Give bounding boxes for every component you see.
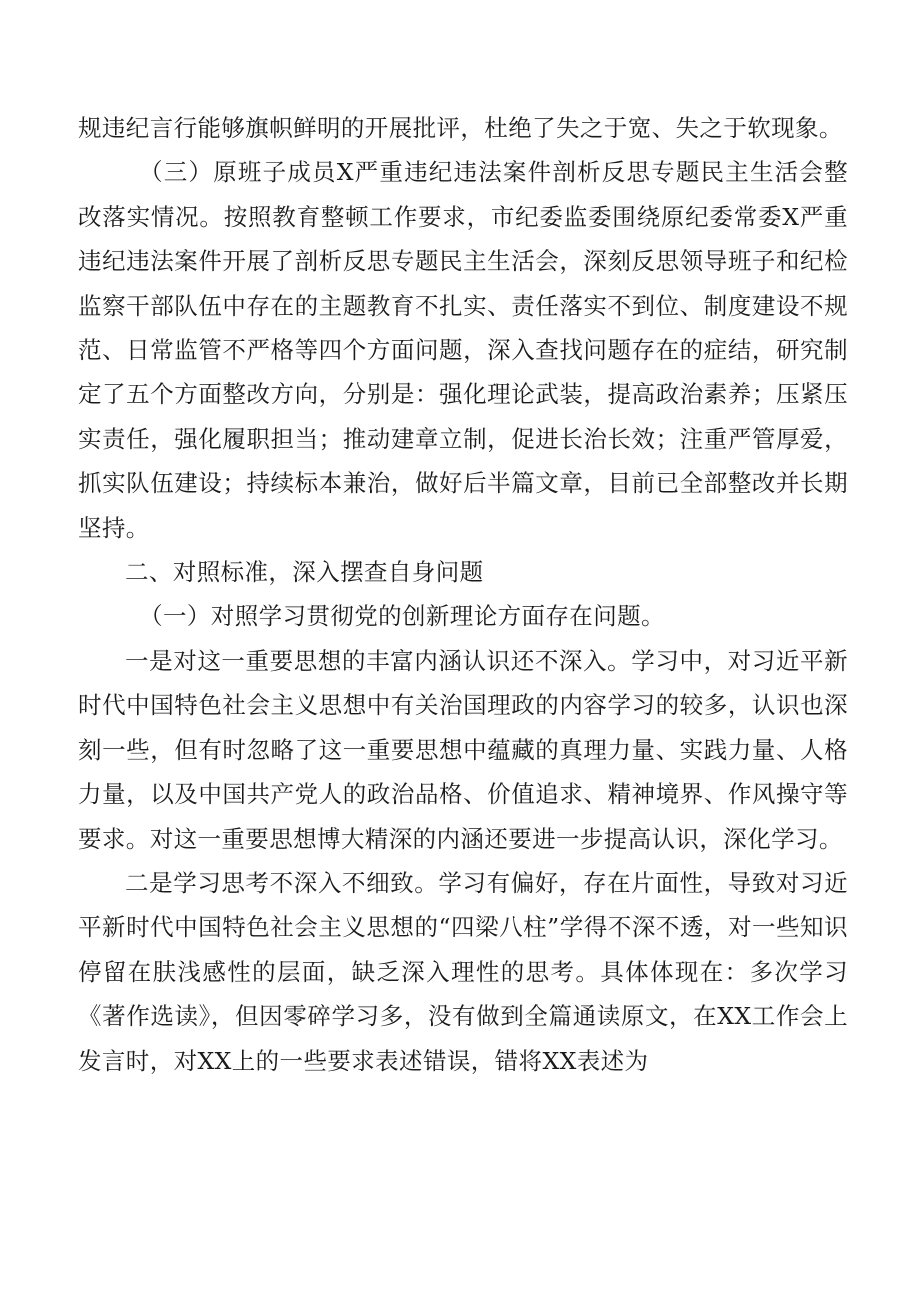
heading-section-two: 二、对照标准，深入摆查自身问题	[125, 558, 484, 587]
paragraph-section-three: （三）原班子成员X严重违纪违法案件剖析反思专题民主生活会整改落实情况。按照教育整顿工作要求，市纪委监委围绕原纪委常委X严重违纪违法案件开展了剖析反思专题民主生活会，深刻反思领导班子和纪检监察干部队伍中存在的主题教育不扎实、责任落实不到位、制度建设不规范、日常监管不严格等四个方面问题，深入查找问题存在的症结，研究制定了五个方面整改方向，分别是：强化理论武装，提高政治素养；压紧压实责任，强化履职担当；推动建章立制，促进长治长效；注重严管厚爱，抓实队伍建设；持续标本兼治，做好后半篇文章，目前已全部整改并长期坚持。	[78, 158, 848, 542]
heading-subsection-one: （一）对照学习贯彻党的创新理论方面存在问题。	[139, 602, 665, 631]
paragraph-continuation: 规违纪言行能够旗帜鲜明的开展批评，杜绝了失之于宽、失之于软现象。	[78, 114, 843, 142]
paragraph-point-one: 一是对这一重要思想的丰富内涵认识还不深入。学习中，对习近平新时代中国特色社会主义思想中有关治国理政的内容学习的较多，认识也深刻一些，但有时忽略了这一重要思想中蕴藏的真理力量、实践力量、人格力量，以及中国共产党人的政治品格、价值追求、精神境界、作风操守等要求。对这一重要思想博大精深的内涵还要进一步提高认识，深化学习。	[78, 646, 848, 853]
paragraph-point-two: 二是学习思考不深入不细致。学习有偏好，存在片面性，导致对习近平新时代中国特色社会主义思想的“四梁八柱”学得不深不透，对一些知识停留在肤浅感性的层面，缺乏深入理性的思考。具体体现在：多次学习《著作选读》，但因零碎学习多，没有做到全篇通读原文，在XX工作会上发言时，对XX上的一些要求表述错误，错将XX表述为	[78, 868, 848, 1075]
document-body	[78, 106, 848, 1083]
